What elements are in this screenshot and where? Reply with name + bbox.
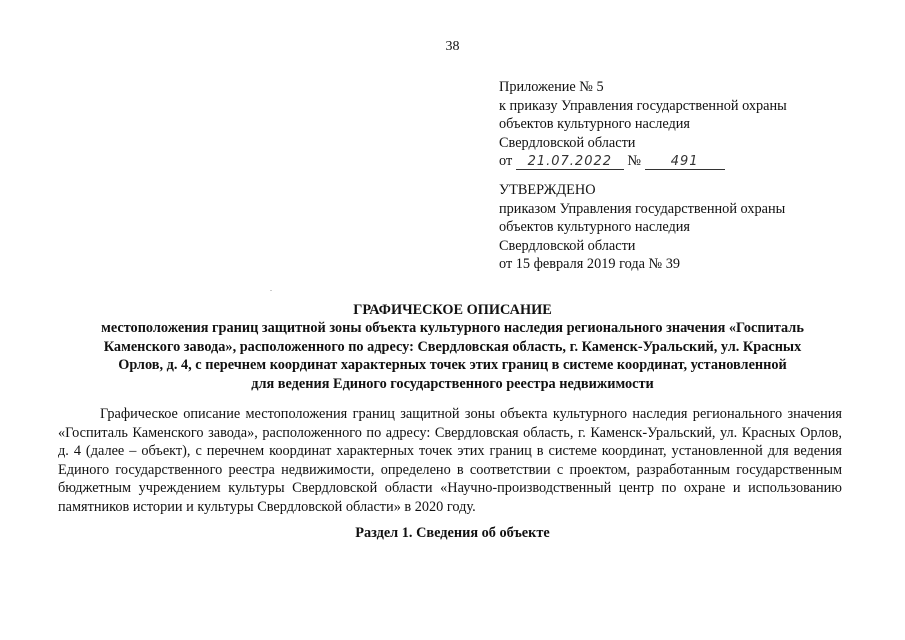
date-prefix: от xyxy=(499,153,513,169)
body-paragraph: Графическое описание местоположения границ защитной зоны объекта культурного наследия регионального значения «Госпиталь Каменского завода», расположенного по адресу: Свердловская область, г. Каменск-Уральский, ул. Красных Орлов, д. 4 (далее – объект), с перечнем координат характерных точек этих границ в системе координат, установленной для ведения Единого государственного реестра недвижимости, определено в соответствии с проектом, разработанным государственным бюджетным учреждением культуры Свердловской области «Научно-производственный центр по охране и использованию памятников истории и культуры Свердловской области» в 2020 году. xyxy=(58,406,842,515)
approved-heading: УТВЕРЖДЕНО xyxy=(499,182,596,198)
appendix-line: объектов культурного наследия xyxy=(499,116,690,132)
approved-line: объектов культурного наследия xyxy=(499,219,690,235)
approved-line: Свердловской области xyxy=(499,237,636,254)
title-main: ГРАФИЧЕСКОЕ ОПИСАНИЕ xyxy=(353,302,552,318)
document-title xyxy=(50,301,855,393)
title-line: для ведения Единого государственного реестра недвижимости xyxy=(251,375,654,392)
appendix-line: Свердловской области xyxy=(499,134,636,151)
appendix-block xyxy=(499,78,879,171)
handwritten-number: 491 xyxy=(645,155,725,170)
appendix-date-line xyxy=(499,152,879,171)
appendix-line: к приказу Управления государственной охраны xyxy=(499,97,787,114)
title-line: Орлов, д. 4, с перечнем координат характерных точек этих границ в системе координат, установленной xyxy=(118,357,787,374)
title-line: Каменского завода», расположенного по адресу: Свердловская область, г. Каменск-Уральский, ул. Красных xyxy=(103,338,802,355)
number-prefix: № xyxy=(627,153,642,169)
approved-line: приказом Управления государственной охраны xyxy=(499,200,786,217)
section-title: Раздел 1. Сведения об объекте xyxy=(355,525,550,541)
appendix-line: Приложение № 5 xyxy=(499,79,604,95)
scan-speck xyxy=(270,290,272,291)
handwritten-date: 21.07.2022 xyxy=(516,155,624,170)
approved-line: от 15 февраля 2019 года № 39 xyxy=(499,256,681,272)
title-line: местоположения границ защитной зоны объекта культурного наследия регионального значения «Госпиталь xyxy=(101,320,804,337)
page-number: 38 xyxy=(445,39,460,54)
approved-block xyxy=(499,181,879,274)
